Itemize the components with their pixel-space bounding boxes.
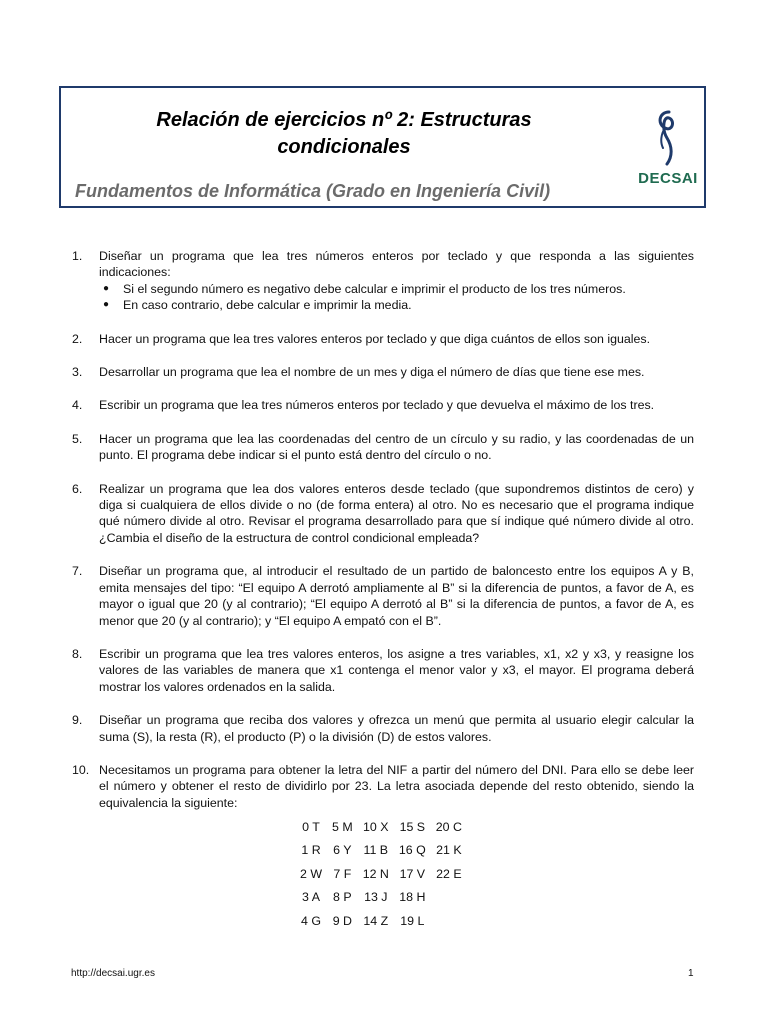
exercise-text: Escribir un programa que lea tres números enteros por teclado y que devuelva el máximo de los tres.: [99, 398, 655, 413]
exercise-number: 10.: [72, 762, 90, 777]
table-row: [295, 886, 467, 910]
exercise-list: [72, 248, 694, 950]
table-cell: 7 F: [333, 866, 352, 881]
table-cell: 21 K: [436, 843, 462, 858]
table-cell: 11 B: [363, 843, 389, 858]
exercise-item: [72, 563, 694, 629]
exercise-text: Diseñar un programa que reciba dos valores y ofrezca un menú que permita al usuario elegir calcular la suma (S), la resta (R), el producto (P) o la división (D) de estos valores.: [99, 713, 694, 744]
nif-letter-table: [295, 815, 467, 933]
table-cell: 17 V: [399, 866, 426, 881]
exercise-number: 9.: [72, 713, 83, 728]
table-cell: 3 A: [302, 890, 320, 905]
table-cell: 6 Y: [333, 843, 352, 858]
table-cell: 15 S: [399, 819, 426, 834]
table-cell: 14 Z: [363, 913, 389, 928]
exercise-item: [72, 712, 694, 745]
table-row: [295, 839, 467, 863]
table-cell: 5 M: [332, 819, 353, 834]
exercise-number: 4.: [72, 398, 83, 413]
title-line-2: condicionales: [277, 136, 411, 158]
table-cell: 4 G: [301, 913, 321, 928]
exercise-bullets: [99, 281, 694, 314]
decsai-logo: [629, 106, 707, 196]
exercise-number: 7.: [72, 564, 83, 579]
header-box: [59, 86, 706, 208]
table-cell: 20 C: [435, 819, 462, 834]
bullet-text: Si el segundo número es negativo debe calcular e imprimir el producto de los tres números.: [123, 281, 626, 296]
exercise-text: Diseñar un programa que, al introducir el resultado de un partido de baloncesto entre los equipos A y B, emita mensajes del tipo: “El equipo A derrotó ampliamente al B” si la diferencia de puntos, a favor de A, es mayor o igual que 20 (y al contrario); “El equipo A derrotó al B” si la diferencia de puntos, a favor de A, es menor que 20 (y al contrario); y “El equipo A empató con el B”.: [99, 564, 694, 628]
bullet-item: [99, 281, 694, 297]
bullet-icon: ●: [103, 282, 110, 294]
table-cell: 22 E: [436, 866, 462, 881]
exercise-number: 8.: [72, 646, 83, 661]
exercise-number: 1.: [72, 249, 83, 263]
title-line-1: Relación de ejercicios nº 2: Estructuras: [156, 109, 532, 131]
table-row: [295, 862, 467, 886]
exercise-text: Desarrollar un programa que lea el nombre de un mes y diga el número de días que tiene ese mes.: [99, 365, 645, 380]
bullet-item: [99, 297, 694, 313]
table-cell: 12 N: [362, 866, 389, 881]
exercise-text: Realizar un programa que lea dos valores enteros desde teclado (que supondremos distintos de cero) y diga si cualquiera de ellos divide o no (de forma entera) al otro. No es necesario que el programa indique qué número divide al otro. Revisar el programa desarrollado para que sí indique qué número divide al otro. ¿Cambia el diseño de la estructura de control condicional empleada?: [99, 481, 694, 545]
table-row: [295, 815, 467, 839]
table-row: [295, 909, 467, 933]
exercise-item: [72, 481, 694, 547]
table-cell: 0 T: [302, 819, 320, 834]
exercise-number: 3.: [72, 365, 83, 380]
document-title: [61, 107, 627, 161]
exercise-text: Hacer un programa que lea las coordenadas del centro de un círculo y su radio, y las coordenadas de un punto. El programa debe indicar si el punto está dentro del círculo o no.: [99, 431, 694, 463]
table-cell: 9 D: [332, 913, 352, 928]
exercise-item: [72, 646, 694, 695]
page-number: 1: [688, 968, 694, 979]
logo-text: DECSAI: [638, 170, 698, 187]
exercise-text: Necesitamos un programa para obtener la letra del NIF a partir del número del DNI. Para ello se debe leer el número y obtener el resto de dividirlo por 23. La letra asociada depende del resto obtenido, siendo la equivalencia la siguiente:: [99, 762, 694, 810]
exercise-item: [72, 762, 694, 933]
table-cell: 13 J: [364, 890, 388, 905]
course-subtitle: Fundamentos de Informática (Grado en Ingeniería Civil): [75, 181, 551, 201]
exercise-number: 6.: [72, 481, 83, 496]
footer-url[interactable]: http://decsai.ugr.es: [71, 968, 155, 979]
table-cell: 2 W: [300, 866, 323, 881]
exercise-text: Escribir un programa que lea tres valores enteros, los asigne a tres variables, x1, x2 y x3, y reasigne los valores de las variables de manera que x1 contenga el menor valor y x3, el mayor. El programa deberá mostrar los valores ordenados en la salida.: [99, 646, 694, 694]
exercise-item: [72, 364, 694, 380]
exercise-item: [72, 331, 694, 347]
decsai-logo-icon: [629, 106, 707, 170]
table-cell: 1 R: [301, 843, 321, 858]
bullet-text: En caso contrario, debe calcular e imprimir la media.: [123, 298, 412, 313]
table-cell: 18 H: [399, 890, 426, 905]
exercise-number: 5.: [72, 431, 83, 446]
bullet-icon: ●: [103, 299, 110, 311]
exercise-item: [72, 248, 694, 314]
table-cell: 16 Q: [398, 843, 426, 858]
exercise-item: [72, 431, 694, 464]
table-cell: 19 L: [400, 913, 425, 928]
exercise-text: Hacer un programa que lea tres valores enteros por teclado y que diga cuántos de ellos son iguales.: [99, 331, 651, 346]
exercise-item: [72, 397, 694, 413]
exercise-text: Diseñar un programa que lea tres números enteros por teclado y que responda a las siguientes indicaciones:: [99, 249, 694, 280]
exercise-number: 2.: [72, 331, 83, 346]
table-cell: 8 P: [333, 890, 352, 905]
table-cell: 10 X: [363, 819, 389, 834]
